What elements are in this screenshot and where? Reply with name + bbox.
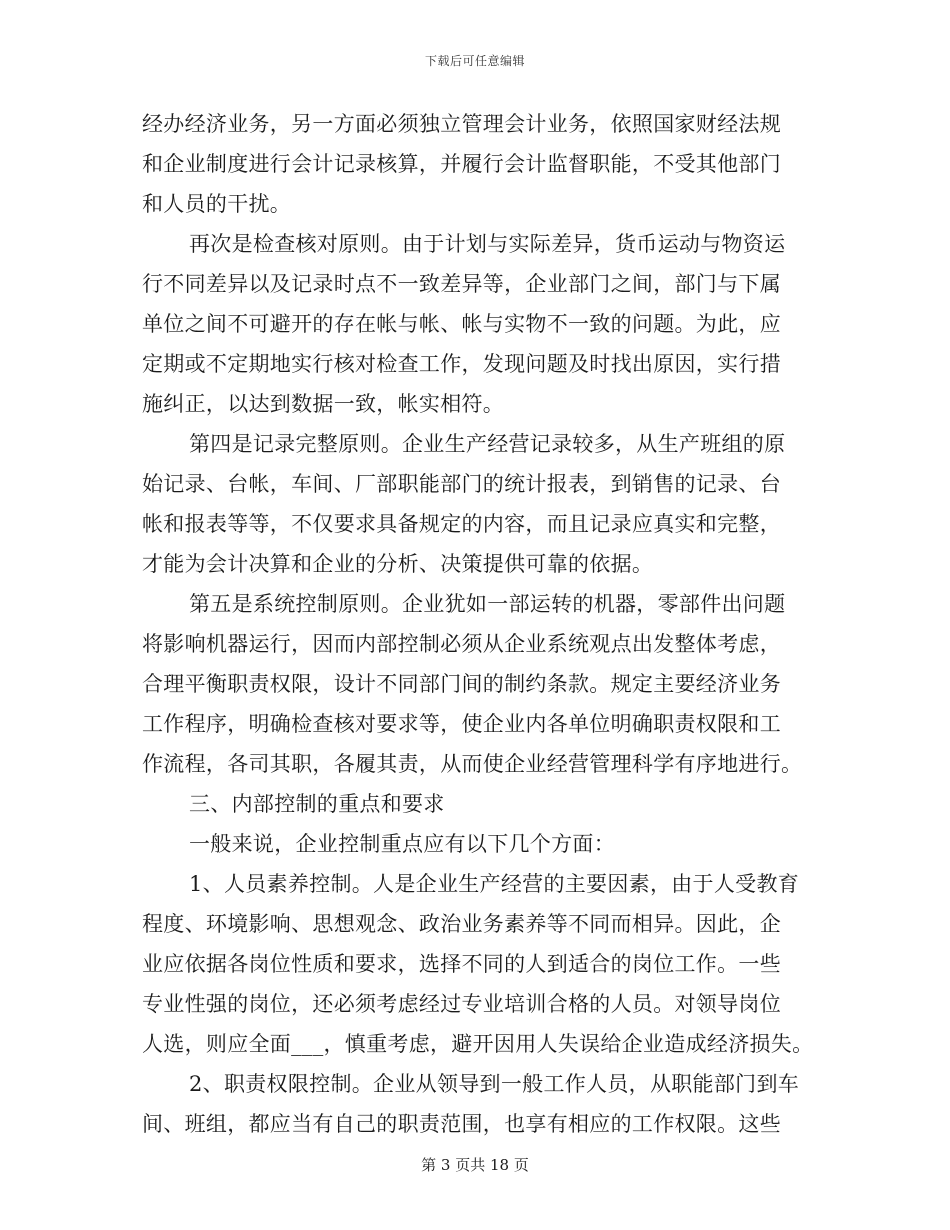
body-line: 程度、环境影响、思想观念、政治业务素养等不同而相异。因此，企 [142,912,781,936]
body-line: 定期或不定期地实行核对检查工作，发现问题及时找出原因，实行措 [142,352,781,376]
body-line: 行不同差异以及记录时点不一致差异等，企业部门之间，部门与下属 [142,272,781,296]
body-line: 专业性强的岗位，还必须考虑经过专业培训合格的人员。对领导岗位 [142,992,781,1016]
document-body [142,104,814,1144]
body-line: 工作程序，明确检查核对要求等，使企业内各单位明确职责权限和工 [142,712,781,736]
body-line: 和企业制度进行会计记录核算，并履行会计监督职能，不受其他部门 [142,152,781,176]
body-line: 将影响机器运行，因而内部控制必须从企业系统观点出发整体考虑， [142,632,781,656]
paragraph-start-line: 第五是系统控制原则。企业犹如一部运转的机器，零部件出问题 [189,592,786,616]
section-heading: 三、内部控制的重点和要求 [189,792,445,816]
paragraph-start-line: 一般来说，企业控制重点应有以下几个方面： [189,832,615,856]
body-line: 帐和报表等等，不仅要求具备规定的内容，而且记录应真实和完整， [142,512,781,536]
body-line: 经办经济业务，另一方面必须独立管理会计业务，依照国家财经法规 [142,112,781,136]
paragraph-start-line: 第四是记录完整原则。企业生产经营记录较多，从生产班组的原 [189,432,786,456]
body-line: 单位之间不可避开的存在帐与帐、帐与实物不一致的问题。为此，应 [142,312,781,336]
body-line: 始记录、台帐，车间、厂部职能部门的统计报表，到销售的记录、台 [142,472,781,496]
page-header: 下载后可任意编辑 [424,54,525,68]
paragraph-start-line: 再次是检查核对原则。由于计划与实际差异，货币运动与物资运 [189,232,786,256]
paragraph-start-line: 1、人员素养控制。人是企业生产经营的主要因素，由于人受教育 [189,872,800,896]
body-line: 人选，则应全面___，慎重考虑，避开因用人失误给企业造成经济损失。 [142,1032,814,1056]
body-line: 合理平衡职责权限，设计不同部门间的制约条款。规定主要经济业务 [142,672,781,696]
body-line: 和人员的干扰。 [142,192,292,216]
page-footer: 第 3 页共 18 页 [421,1156,529,1174]
paragraph-start-line: 2、职责权限控制。企业从领导到一般工作人员，从职能部门到车 [189,1072,800,1096]
body-line: 间、班组，都应当有自己的职责范围，也享有相应的工作权限。这些 [142,1112,781,1136]
body-line: 才能为会计决算和企业的分析、决策提供可靠的依据。 [142,552,654,576]
body-line: 业应依据各岗位性质和要求，选择不同的人到适合的岗位工作。一些 [142,952,781,976]
body-line: 施纠正，以达到数据一致，帐实相符。 [142,392,505,416]
body-line: 作流程，各司其职，各履其责，从而使企业经营管理科学有序地进行。 [142,752,803,776]
